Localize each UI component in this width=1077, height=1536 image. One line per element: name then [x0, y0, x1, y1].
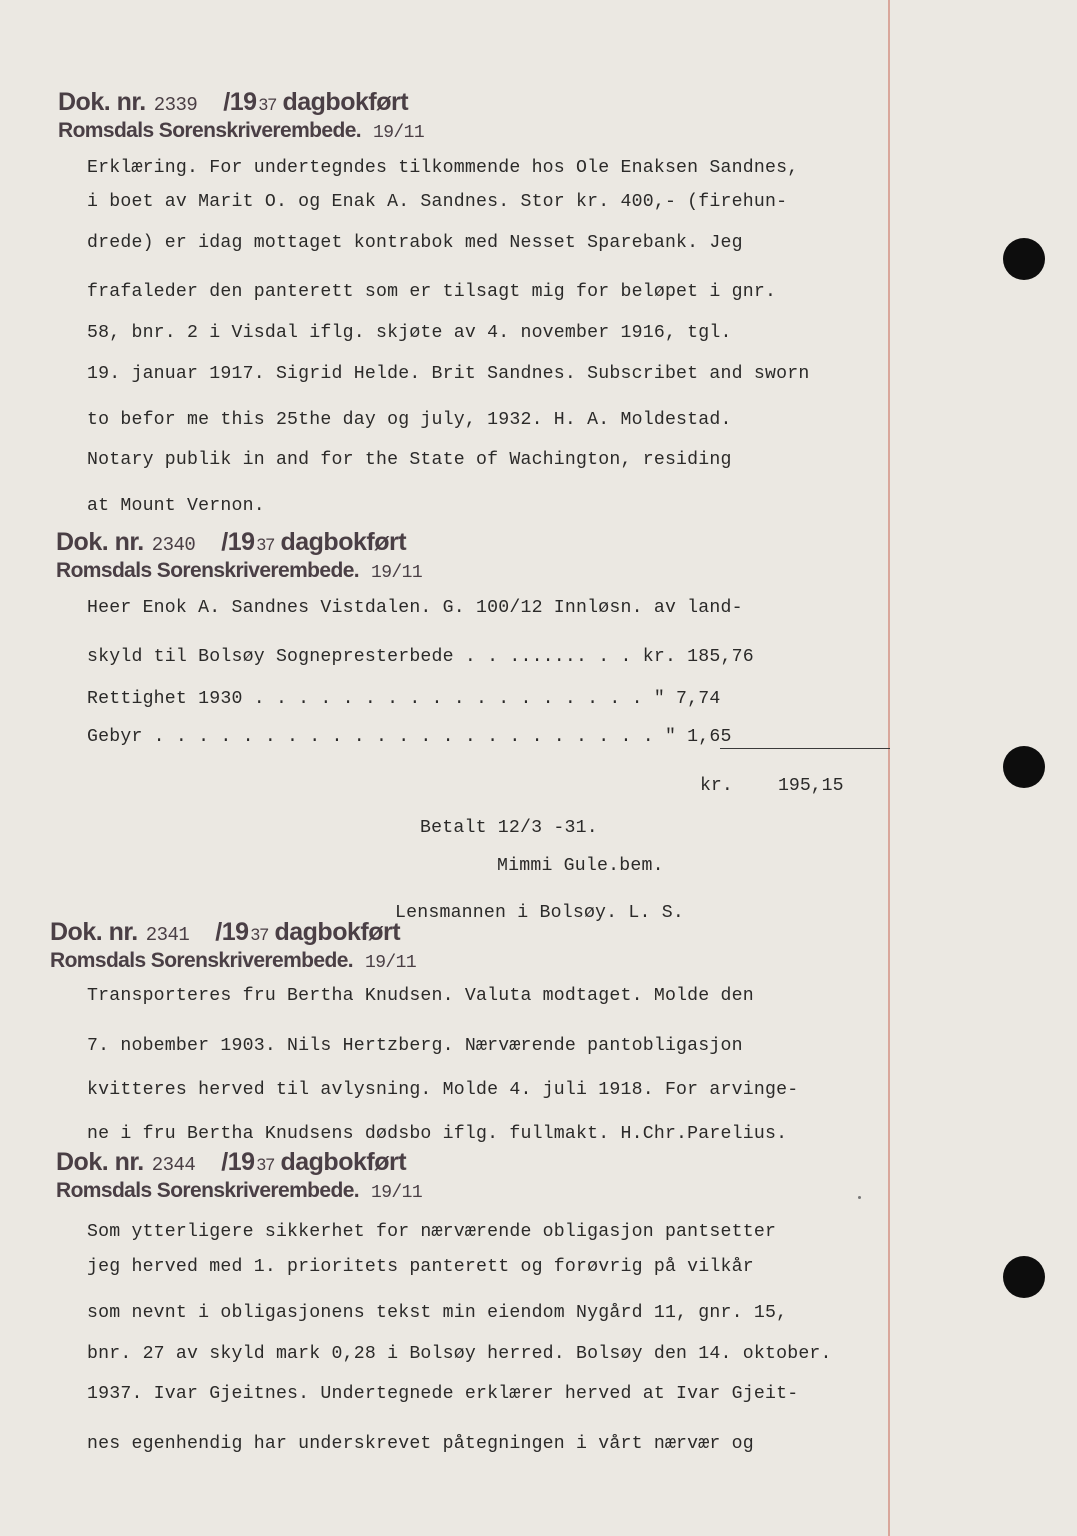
- stamp-label: Dok. nr.: [56, 528, 144, 556]
- stamp-status: dagbokført: [280, 528, 407, 556]
- stamp-year: /19: [221, 528, 255, 556]
- stamp-year-suffix: 37: [256, 1155, 275, 1174]
- stamp-status: dagbokført: [274, 918, 401, 946]
- sum-underline: [720, 748, 890, 749]
- text-line: 1937. Ivar Gjeitnes. Undertegnede erklærer herved at Ivar Gjeit-: [87, 1384, 799, 1404]
- total-currency: kr.: [700, 776, 733, 796]
- stamp-year: /19: [223, 88, 257, 116]
- authority-line: Lensmannen i Bolsøy. L. S.: [395, 903, 684, 923]
- text-line: som nevnt i obligasjonens tekst min eiendom Nygård 11, gnr. 15,: [87, 1303, 788, 1323]
- registration-stamp: [56, 528, 422, 583]
- stamp-status: dagbokført: [282, 88, 409, 116]
- punch-hole-middle: [1003, 746, 1045, 788]
- text-line: Transporteres fru Bertha Knudsen. Valuta modtaget. Molde den: [87, 986, 754, 1006]
- stamp-office: Romsdals Sorenskriverembede.: [56, 1179, 360, 1202]
- margin-rule: [888, 0, 890, 1536]
- stamp-office: Romsdals Sorenskriverembede.: [58, 119, 362, 142]
- stamp-year-suffix: 37: [256, 535, 275, 554]
- stamp-date: 19/11: [371, 563, 423, 583]
- text-line: skyld til Bolsøy Sognepresterbede . . ....... . . kr. 185,76: [87, 647, 754, 667]
- signature-line: Mimmi Gule.bem.: [497, 856, 664, 876]
- text-line: jeg herved med 1. prioritets panterett og forøvrig på vilkår: [87, 1257, 754, 1277]
- stamp-label: Dok. nr.: [58, 88, 146, 116]
- text-line: Som ytterligere sikkerhet for nærværende obligasjon pantsetter: [87, 1222, 777, 1242]
- stamp-label: Dok. nr.: [56, 1148, 144, 1176]
- total-amount: 195,15: [778, 776, 844, 796]
- stamp-office: Romsdals Sorenskriverembede.: [50, 949, 354, 972]
- ink-speck: [858, 1196, 861, 1199]
- text-line: Rettighet 1930 . . . . . . . . . . . . . . . . . . " 7,74: [87, 689, 721, 709]
- text-line: bnr. 27 av skyld mark 0,28 i Bolsøy herred. Bolsøy den 14. oktober.: [87, 1344, 832, 1364]
- punch-hole-top: [1003, 238, 1045, 280]
- text-line: ne i fru Bertha Knudsens dødsbo iflg. fullmakt. H.Chr.Parelius.: [87, 1124, 788, 1144]
- text-line: Erklæring. For undertegndes tilkommende hos Ole Enaksen Sandnes,: [87, 158, 799, 178]
- text-line: Heer Enok A. Sandnes Vistdalen. G. 100/12 Innløsn. av land-: [87, 598, 743, 618]
- text-line: at Mount Vernon.: [87, 496, 265, 516]
- paid-note: Betalt 12/3 -31.: [420, 818, 598, 838]
- stamp-date: 19/11: [365, 953, 417, 973]
- registration-stamp: [56, 1148, 422, 1203]
- text-line: Gebyr . . . . . . . . . . . . . . . . . . . . . . . " 1,65: [87, 727, 732, 747]
- stamp-label: Dok. nr.: [50, 918, 138, 946]
- registration-stamp: [58, 88, 424, 143]
- text-line: frafaleder den panterett som er tilsagt mig for beløpet i gnr.: [87, 282, 777, 302]
- document-number: 2341: [145, 924, 190, 946]
- punch-hole-bottom: [1003, 1256, 1045, 1298]
- stamp-date: 19/11: [371, 1183, 423, 1203]
- stamp-year: /19: [215, 918, 249, 946]
- stamp-status: dagbokført: [280, 1148, 407, 1176]
- registration-stamp: [50, 918, 416, 973]
- text-line: 58, bnr. 2 i Visdal iflg. skjøte av 4. november 1916, tgl.: [87, 323, 732, 343]
- text-line: 19. januar 1917. Sigrid Helde. Brit Sandnes. Subscribet and sworn: [87, 364, 810, 384]
- text-line: to befor me this 25the day og july, 1932. H. A. Moldestad.: [87, 410, 732, 430]
- document-number: 2344: [151, 1154, 196, 1176]
- text-line: kvitteres herved til avlysning. Molde 4. juli 1918. For arvinge-: [87, 1080, 799, 1100]
- text-line: Notary publik in and for the State of Wachington, residing: [87, 450, 732, 470]
- text-line: 7. nobember 1903. Nils Hertzberg. Nærværende pantobligasjon: [87, 1036, 743, 1056]
- document-number: 2340: [151, 534, 196, 556]
- text-line: drede) er idag mottaget kontrabok med Nesset Sparebank. Jeg: [87, 233, 743, 253]
- stamp-year-suffix: 37: [258, 95, 277, 114]
- stamp-year: /19: [221, 1148, 255, 1176]
- text-line: nes egenhendig har underskrevet påtegningen i vårt nærvær og: [87, 1434, 754, 1454]
- text-line: i boet av Marit O. og Enak A. Sandnes. Stor kr. 400,- (firehun-: [87, 192, 788, 212]
- stamp-year-suffix: 37: [250, 925, 269, 944]
- stamp-date: 19/11: [373, 123, 425, 143]
- document-number: 2339: [153, 94, 198, 116]
- stamp-office: Romsdals Sorenskriverembede.: [56, 559, 360, 582]
